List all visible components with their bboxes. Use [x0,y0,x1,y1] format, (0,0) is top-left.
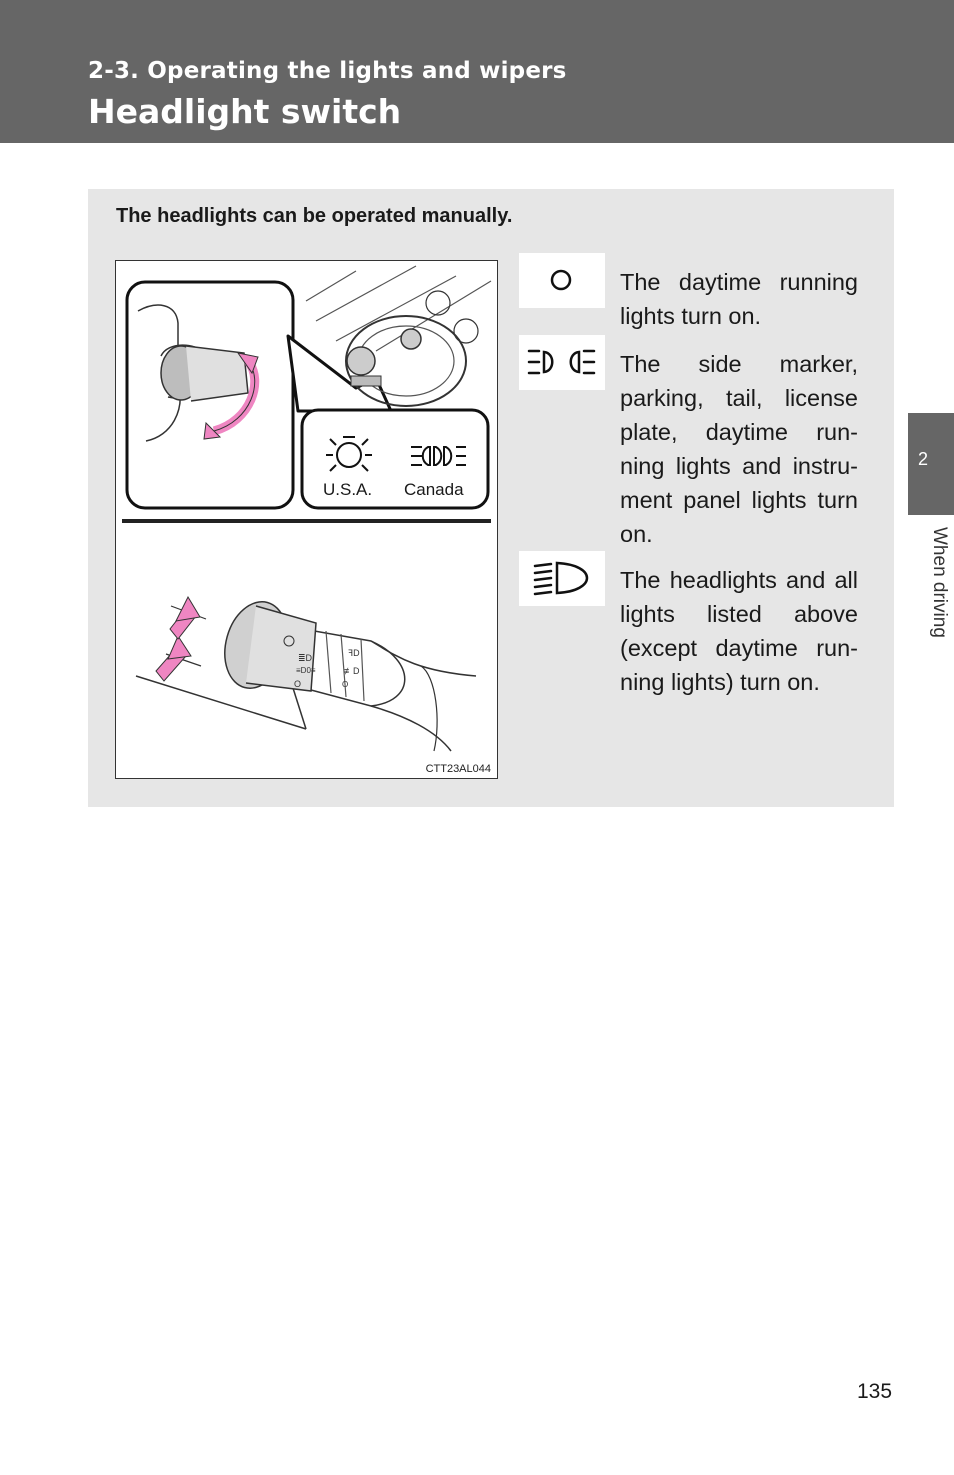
svg-text:ꟻD: ꟻD [348,648,360,658]
chapter-number: 2 [917,449,928,469]
content-box [88,189,894,807]
side-marker-light-icon [519,335,605,390]
headlight-switch-illustration [115,260,498,779]
section-title: 2-3. Operating the lights and wipers [88,58,567,84]
item-headlight-description: The headlights and all lights listed above (except daytime run-ning lights) turn on. [620,567,858,695]
chapter-label: When driving [929,527,950,638]
svg-text:≣D: ≣D [298,653,313,663]
intro-text: The headlights can be operated manually. [116,205,513,227]
page-header [0,0,954,143]
item-side-marker-description: The side marker, parking, tail, license plate, daytime run-ning lights and instru-ment panel lights turn on. [620,351,858,547]
switch-drawing [116,261,497,778]
page-number: 135 [857,1380,893,1403]
figure-code: CTT23AL044 [425,763,491,775]
label-canada: Canada [404,480,464,499]
daytime-running-light-icon [519,253,605,308]
label-usa: U.S.A. [323,480,373,499]
item-daytime-description: The daytime running lights turn on. [620,269,858,329]
svg-text:≡D0≡: ≡D0≡ [296,666,316,675]
page-title: Headlight switch [88,92,402,131]
headlight-icon [519,551,605,606]
chapter-tab [908,413,954,515]
svg-text:≢D: ≢D [344,666,360,676]
svg-text:O: O [342,680,349,689]
svg-text:O: O [294,679,302,689]
